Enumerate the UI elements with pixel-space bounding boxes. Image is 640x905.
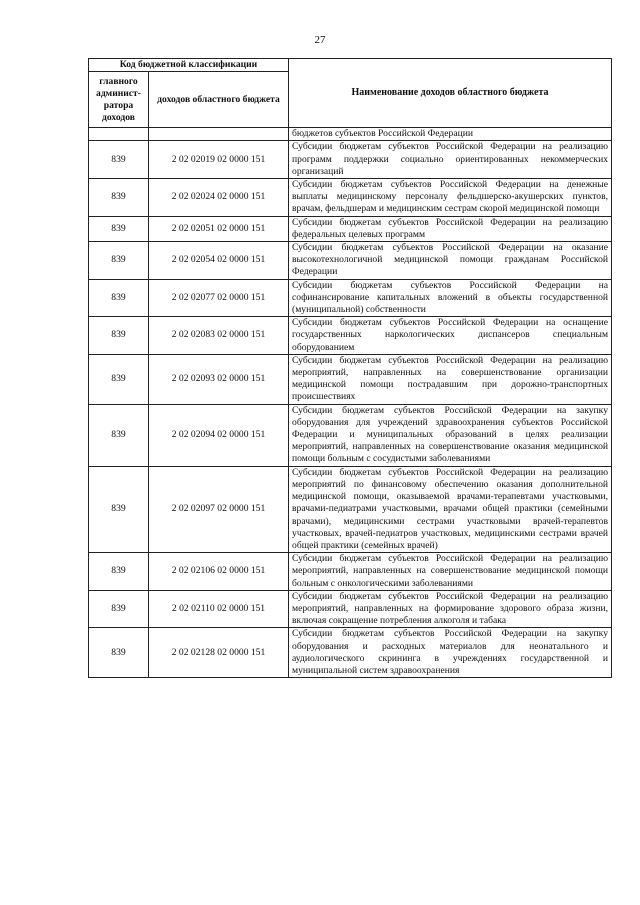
- budget-code-cell: 2 02 02077 02 0000 151: [149, 279, 289, 317]
- table-row: [89, 354, 612, 404]
- admin-code-cell: 839: [89, 466, 149, 552]
- budget-code-cell: 2 02 02093 02 0000 151: [149, 354, 289, 404]
- budget-code-cell: 2 02 02128 02 0000 151: [149, 628, 289, 678]
- admin-code-cell: 839: [89, 279, 149, 317]
- income-name-cell: Субсидии бюджетам субъектов Российской Федерации на реализацию мероприятий, направленных на формирование здорового образа жизни, включая сокращение потребления алкоголя и табака: [289, 590, 612, 628]
- table-row: [89, 590, 612, 628]
- budget-classification-table: [88, 58, 612, 678]
- code-column-header: доходов областного бюджета: [149, 72, 289, 128]
- income-name-cell: Субсидии бюджетам субъектов Российской Федерации на оснащение государственных наркологических диспансеров специальным оборудованием: [289, 317, 612, 355]
- name-column-header: Наименование доходов областного бюджета: [289, 59, 612, 128]
- budget-code-cell: 2 02 02083 02 0000 151: [149, 317, 289, 355]
- budget-code-cell: 2 02 02110 02 0000 151: [149, 590, 289, 628]
- income-name-cell: Субсидии бюджетам субъектов Российской Федерации на реализацию программ поддержки социально ориентированных некоммерческих организаций: [289, 141, 612, 179]
- income-name-cell: Субсидии бюджетам субъектов Российской Федерации на реализацию мероприятий, направленных на совершенствование медицинской помощи больным с онкологическими заболеваниями: [289, 553, 612, 591]
- admin-code-cell: 839: [89, 404, 149, 466]
- admin-code-cell: 839: [89, 242, 149, 280]
- table-row: [89, 317, 612, 355]
- table-body: [89, 128, 612, 678]
- income-name-cell: Субсидии бюджетам субъектов Российской Федерации на оказание высокотехнологичной медицинской помощи гражданам Российской Федерации: [289, 242, 612, 280]
- table-row: [89, 466, 612, 552]
- admin-code-cell: 839: [89, 216, 149, 241]
- income-name-cell: Субсидии бюджетам субъектов Российской Федерации на реализацию мероприятий по финансовому обеспечению оказания дополнительной медицинской помощи, оказываемой врачами-терапевтами участковыми, врачами-педиатрами участковыми, врачами общей практики (семейными врачами), медицинскими сестрами участковыми врачей-терапевтов участковых, врачей-педиатров участковых, медицинскими сестрами врачей общей практики (семейных врачей): [289, 466, 612, 552]
- continuation-row: [89, 128, 612, 141]
- admin-code-cell: 839: [89, 317, 149, 355]
- table-row: [89, 179, 612, 217]
- table-row: [89, 242, 612, 280]
- income-name-cell: Субсидии бюджетам субъектов Российской Федерации на реализацию мероприятий, направленных на совершенствование организации медицинской помощи пострадавшим при дорожно-транспортных происшествиях: [289, 354, 612, 404]
- table-row: [89, 628, 612, 678]
- table-row: [89, 279, 612, 317]
- table-header: [89, 59, 612, 128]
- budget-code-cell: 2 02 02054 02 0000 151: [149, 242, 289, 280]
- continuation-text: бюджетов субъектов Российской Федерации: [289, 128, 612, 141]
- admin-code-cell: 839: [89, 628, 149, 678]
- budget-code-cell: 2 02 02094 02 0000 151: [149, 404, 289, 466]
- income-name-cell: Субсидии бюджетам субъектов Российской Федерации на закупку оборудования для учреждений здравоохранения субъектов Российской Федерации и муниципальных образований в целях реализации мероприятий, направленных на совершенствование оказания медицинской помощи больным с сосудистыми заболеваниями: [289, 404, 612, 466]
- income-name-cell: Субсидии бюджетам субъектов Российской Федерации на реализацию федеральных целевых программ: [289, 216, 612, 241]
- income-name-cell: Субсидии бюджетам субъектов Российской Федерации на денежные выплаты медицинскому персоналу фельдшерско-акушерских пунктов, врачам, фельдшерам и медицинским сестрам скорой медицинской помощи: [289, 179, 612, 217]
- income-name-cell: Субсидии бюджетам субъектов Российской Федерации на софинансирование капитальных вложений в объекты государственной (муниципальной) собственности: [289, 279, 612, 317]
- table-row: [89, 141, 612, 179]
- table-row: [89, 216, 612, 241]
- page-number: 27: [314, 34, 326, 46]
- group-header: Код бюджетной классификации: [89, 59, 289, 72]
- budget-code-cell: 2 02 02051 02 0000 151: [149, 216, 289, 241]
- admin-code-cell: 839: [89, 141, 149, 179]
- admin-column-header: главного админист-ратора доходов: [89, 72, 149, 128]
- admin-code-cell: 839: [89, 590, 149, 628]
- budget-code-cell: 2 02 02097 02 0000 151: [149, 466, 289, 552]
- admin-code-cell: 839: [89, 179, 149, 217]
- admin-code-cell: 839: [89, 553, 149, 591]
- admin-code-cell: 839: [89, 354, 149, 404]
- budget-code-cell: 2 02 02106 02 0000 151: [149, 553, 289, 591]
- table-row: [89, 404, 612, 466]
- budget-code-cell: 2 02 02024 02 0000 151: [149, 179, 289, 217]
- income-name-cell: Субсидии бюджетам субъектов Российской Федерации на закупку оборудования и расходных материалов для неонатального и аудиологического скрининга в учреждениях государственной и муниципальной систем здравоохранения: [289, 628, 612, 678]
- budget-code-cell: 2 02 02019 02 0000 151: [149, 141, 289, 179]
- table-row: [89, 553, 612, 591]
